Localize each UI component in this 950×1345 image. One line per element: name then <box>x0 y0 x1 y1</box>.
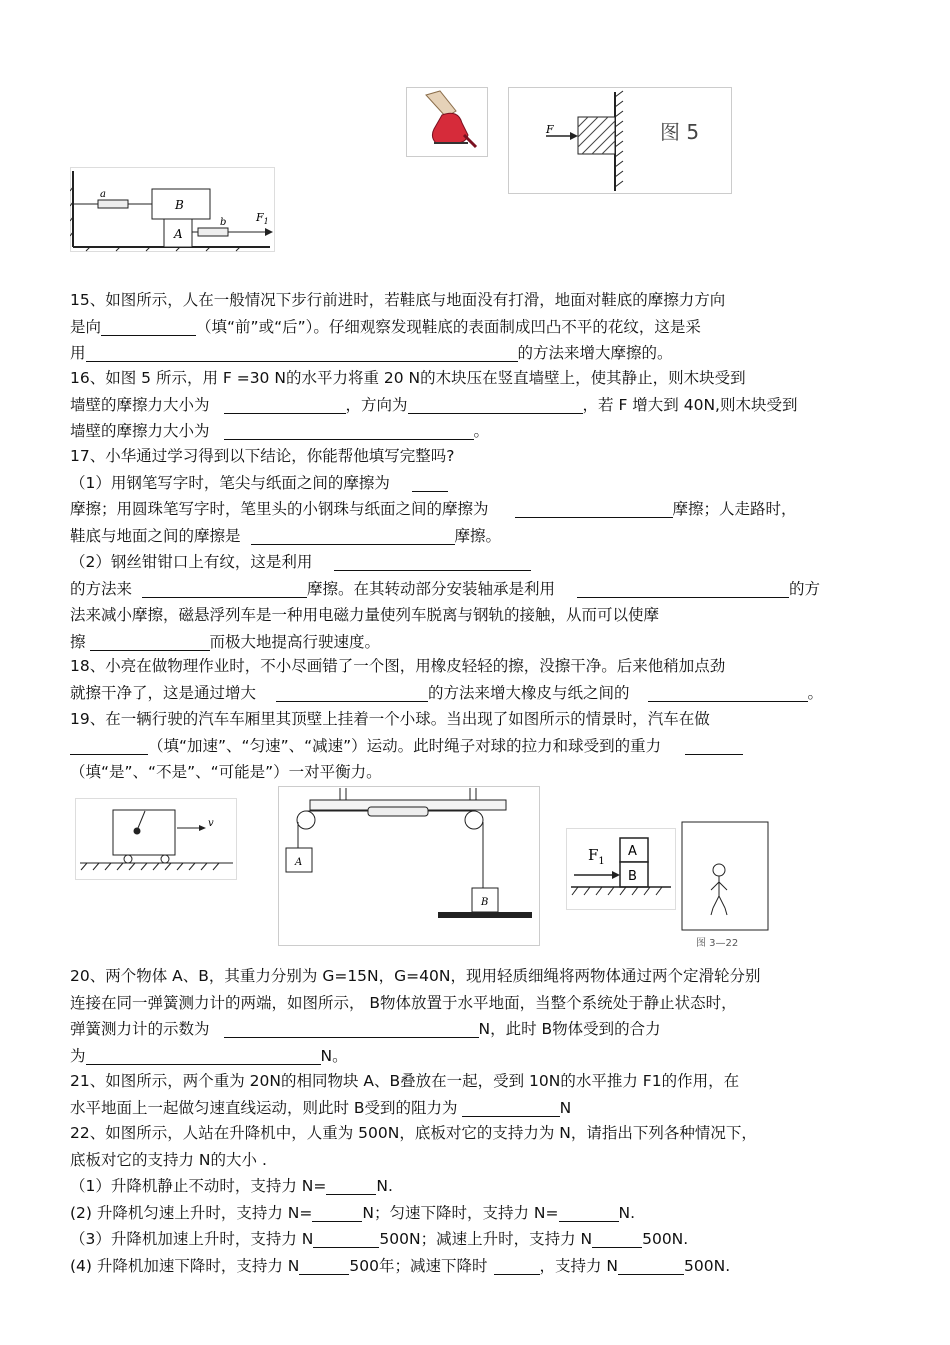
wall-force-label: F <box>546 123 554 136</box>
q20-line-1: 20、两个物体 A、B，其重力分别为 G=15N，G=40N，现用轻质细绳将两物体通过两个定滑轮分别 <box>70 967 761 985</box>
car-velocity-label: v <box>208 818 214 829</box>
q18-blank-friction[interactable] <box>648 683 808 702</box>
shoe-illustration <box>406 87 488 157</box>
stacked-blocks-figure <box>566 828 676 910</box>
q19-line-2: （填“加速”、“匀速”、“减速”）运动。此时绳子对球的拉力和球受到的重力 <box>70 733 890 760</box>
q17-blank-ballpen[interactable] <box>515 499 673 518</box>
q15-blank-method[interactable] <box>86 343 518 362</box>
block-b-label: B <box>175 198 184 212</box>
q20-line-2: 连接在同一弹簧测力计的两端，如图所示， B物体放置于水平地面，当整个系统处于静止状态时， <box>70 993 737 1012</box>
q19-blank-balance[interactable] <box>685 736 743 755</box>
block-a-label: A <box>174 227 183 241</box>
q19-line-3: （填“是”、“不是”、“可能是”）一对平衡力。 <box>70 763 382 781</box>
q22-line-2: 底板对它的支持力 N的大小 . <box>70 1150 267 1169</box>
q16-blank-friction[interactable] <box>224 395 346 414</box>
q16-line-1: 16、如图 5 所示，用 F =30 N的水平力将重 20 N的木块压在竖直墙壁上，使其静止，则木块受到 <box>70 369 746 387</box>
question-21 <box>70 1068 885 1121</box>
stack-block-a-label: A <box>628 844 637 859</box>
q17-blank-pen[interactable] <box>412 473 448 492</box>
question-17 <box>70 443 885 655</box>
q15-line-2: 是向 （填“前”或“后”）。仔细观察发现鞋底的表面制成凹凸不平的花纹，这是采 <box>70 317 701 336</box>
q18-line-1: 18、小亮在做物理作业时，不小尽画错了一个图，用橡皮轻轻的擦，没擦干净。后来他稍加点劲 <box>70 657 726 675</box>
q21-blank-resistance[interactable] <box>462 1098 560 1117</box>
pulley-figure <box>278 786 540 946</box>
spring-blocks-figure <box>70 167 275 252</box>
q22-blank-decel-down[interactable] <box>618 1256 684 1275</box>
q20-line-4: 为 N。 <box>70 1046 348 1065</box>
question-19 <box>70 706 890 786</box>
question-22 <box>70 1120 885 1279</box>
q20-blank-net-force[interactable] <box>86 1046 321 1065</box>
q22-blank-decel-up[interactable] <box>592 1229 642 1248</box>
q22-blank-static[interactable] <box>326 1176 376 1195</box>
q20-blank-reading[interactable] <box>224 1019 479 1038</box>
q17-line-5: （2）钢丝钳钳口上有纹，这是利用 <box>70 549 885 576</box>
stacked-blocks-diagram <box>566 828 676 910</box>
q17-line-3: 摩擦；用圆珠笔写字时，笔里头的小钢珠与纸面之间的摩擦为 摩擦；人走路时， <box>70 500 797 518</box>
q22-blank-decel-down-case[interactable] <box>494 1256 540 1275</box>
spring-blocks-diagram <box>70 167 275 252</box>
question-16 <box>70 365 885 445</box>
force-f1-label: $F_1$ <box>256 211 269 226</box>
q20-line-3: 弹簧测力计的示数为 N，此时 B物体受到的合力 <box>70 1020 661 1038</box>
q15-line-1: 15、如图所示，人在一般情况下步行前进时，若鞋底与地面没有打滑，地面对鞋底的摩擦力方向 <box>70 291 726 309</box>
q17-blank-walking[interactable] <box>251 526 455 545</box>
q18-blank-method[interactable] <box>276 683 428 702</box>
question-15 <box>70 287 885 367</box>
q17-blank-maglev[interactable] <box>90 632 210 651</box>
q19-line-1: 19、在一辆行驶的汽车车厢里其顶壁上挂着一个小球。当出现了如图所示的情景时，汽车在做 <box>70 710 710 728</box>
q22-blank-accel-down[interactable] <box>299 1256 349 1275</box>
spring-a-label: a <box>100 189 106 200</box>
q17-line-2: （1）用钢笔写字时，笔尖与纸面之间的摩擦为 <box>70 470 885 497</box>
car-figure <box>75 798 237 880</box>
stack-force-label: $F_1$ <box>588 846 605 867</box>
car-diagram <box>75 798 237 880</box>
elevator-diagram <box>680 820 770 952</box>
q17-line-1: 17、小华通过学习得到以下结论，你能帮他填写完整吗? <box>70 447 455 465</box>
pulley-block-b-label: B <box>481 897 489 908</box>
q22-line-3: （1）升降机静止不动时，支持力 N= N. <box>70 1177 393 1195</box>
q22-line-4: (2) 升降机匀速上升时，支持力 N= N；匀速下降时，支持力 N= N. <box>70 1203 636 1222</box>
q17-line-8: 擦 而极大地提高行驶速度。 <box>70 632 381 651</box>
q18-line-2: 就擦干净了，这是通过增大 的方法来增大橡皮与纸之间的 。 <box>70 683 824 702</box>
q21-line-1: 21、如图所示，两个重为 20N的相同物块 A、B叠放在一起，受到 10N的水平推力 F1的作用，在 <box>70 1072 740 1090</box>
q22-line-5: （3）升降机加速上升时，支持力 N 500N；减速上升时，支持力 N 500N. <box>70 1230 689 1248</box>
q17-line-7: 法来减小摩擦，磁悬浮列车是一种用电磁力量使列车脱离与钢轨的接触，从而可以使摩 <box>70 606 660 624</box>
q17-line-4: 鞋底与地面之间的摩擦是 摩擦。 <box>70 526 502 545</box>
q16-line-3: 墙壁的摩擦力大小为 。 <box>70 422 490 440</box>
q22-line-6: (4) 升降机加速下降时，支持力 N 500年；减速下降时 ，支持力 N 500N. <box>70 1256 731 1275</box>
q16-blank-direction[interactable] <box>408 395 583 414</box>
figure-5-caption: 图 5 <box>660 120 700 144</box>
q15-line-3: 用 的方法来增大摩擦的。 <box>70 344 673 362</box>
q16-blank-friction-40n[interactable] <box>224 421 474 440</box>
q22-blank-accel-up[interactable] <box>313 1229 379 1248</box>
pulley-block-a-label: A <box>295 857 303 868</box>
stack-block-b-label: B <box>628 869 637 884</box>
wall-block-diagram <box>508 87 732 194</box>
q22-blank-uniform-up[interactable] <box>312 1203 362 1222</box>
q22-blank-uniform-down[interactable] <box>559 1203 619 1222</box>
shoe-figure <box>406 87 488 157</box>
q17-line-6: 的方法来 摩擦。在其转动部分安装轴承是利用 的方 <box>70 579 821 598</box>
q16-line-2: 墙壁的摩擦力大小为 ，方向为 ，若 F 增大到 40N,则木块受到 <box>70 395 798 414</box>
figure-3-22-caption: 图 3—22 <box>696 938 739 949</box>
q19-blank-motion[interactable] <box>70 736 148 755</box>
question-20 <box>70 963 885 1069</box>
q17-blank-pliers-effect[interactable] <box>142 579 307 598</box>
q17-blank-pliers-method[interactable] <box>334 552 531 571</box>
q17-blank-bearing[interactable] <box>577 579 789 598</box>
wall-block-figure <box>508 87 732 194</box>
elevator-figure <box>680 820 770 952</box>
q22-line-1: 22、如图所示，人站在升降机中，人重为 500N，底板对它的支持力为 N，请指出下列各种情况下， <box>70 1124 757 1142</box>
pulley-diagram <box>278 786 540 946</box>
q15-blank-direction[interactable] <box>101 317 196 336</box>
q21-line-2: 水平地面上一起做匀速直线运动，则此时 B受到的阻力为 N <box>70 1098 572 1117</box>
spring-b-label: b <box>220 217 227 228</box>
question-18 <box>70 653 885 706</box>
